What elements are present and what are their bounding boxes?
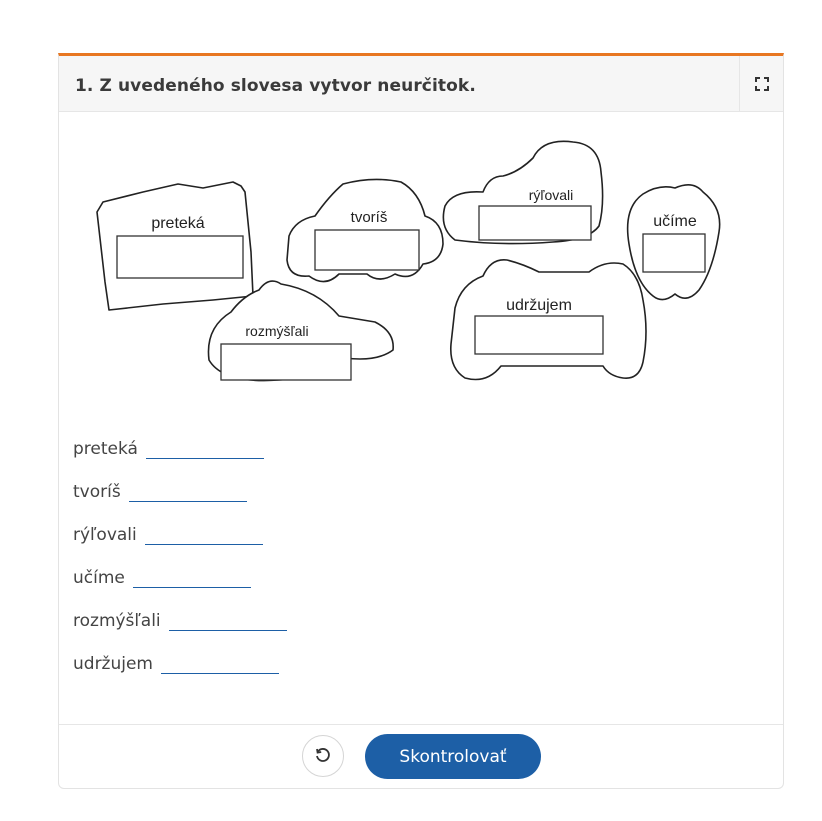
answer-input-5[interactable] — [169, 610, 287, 631]
answer-label-3: rýľovali — [73, 525, 137, 545]
exercise-card — [58, 53, 784, 789]
answer-label-2: tvoríš — [73, 482, 121, 502]
answer-input-2[interactable] — [129, 481, 247, 502]
answer-input-1[interactable] — [146, 438, 264, 459]
exercise-title: 1. Z uvedeného slovesa vytvor neurčitok. — [75, 76, 476, 96]
illustration-word-4: učíme — [653, 213, 697, 230]
fullscreen-icon — [755, 77, 769, 91]
answer-row-4 — [73, 567, 251, 588]
exercise-header — [59, 56, 783, 112]
answer-label-1: preteká — [73, 439, 138, 459]
answer-row-2 — [73, 481, 247, 502]
answer-row-1 — [73, 438, 264, 459]
illustration-word-1: preteká — [151, 215, 205, 232]
reset-icon — [314, 747, 332, 765]
answer-input-6[interactable] — [161, 653, 279, 674]
answer-input-3[interactable] — [145, 524, 263, 545]
answer-box-5 — [221, 344, 351, 380]
exercise-footer — [59, 724, 783, 788]
illustration-word-6: udržujem — [506, 297, 572, 314]
answer-box-1 — [117, 236, 243, 278]
reset-button[interactable] — [302, 735, 344, 777]
exercise-illustration — [83, 132, 763, 402]
answer-row-6 — [73, 653, 279, 674]
answer-label-6: udržujem — [73, 654, 153, 674]
answer-row-3 — [73, 524, 263, 545]
answer-row-5 — [73, 610, 287, 631]
illustration-word-5: rozmýšľali — [245, 323, 309, 339]
answer-box-3 — [479, 206, 591, 240]
answer-label-5: rozmýšľali — [73, 611, 161, 631]
illustration-word-2: tvoríš — [350, 209, 388, 226]
answer-box-4 — [643, 234, 705, 272]
answer-label-4: učíme — [73, 568, 125, 588]
answer-box-2 — [315, 230, 419, 270]
fullscreen-button[interactable] — [739, 56, 783, 112]
answer-box-6 — [475, 316, 603, 354]
illustration-word-3: rýľovali — [528, 187, 574, 203]
check-button[interactable]: Skontrolovať — [365, 734, 541, 779]
answer-input-4[interactable] — [133, 567, 251, 588]
